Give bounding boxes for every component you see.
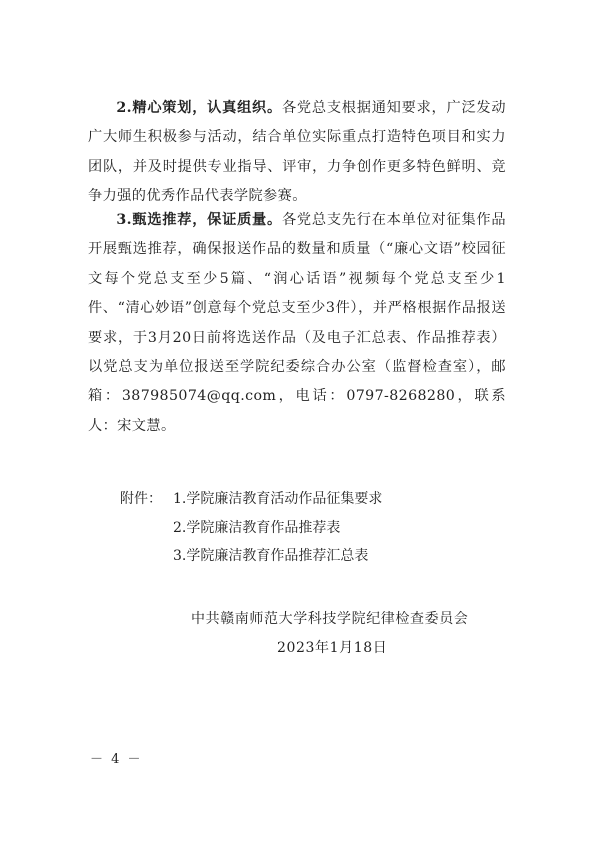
- paragraph-3-body: 各党总支先行在本单位对征集作品开展甄选推荐，确保报送作品的数量和质量（“廉心文语”校园征文每个党总支至少5篇、“润心话语”视频每个党总支至少1件、“清心妙语”创意每个党总支至少3件），并严格根据作品报送要求，于3月20日前将选送作品（及电子汇总表、作品推荐表）以党总支为单位报送至学院纪委综合办公室（监督检查室），邮箱：387985074@qq.com，电话：0797-8268280，联系人：宋文慧。: [88, 212, 506, 434]
- paragraph-2-body: 各党总支根据通知要求，广泛发动广大师生积极参与活动，结合单位实际重点打造特色项目和实力团队，并及时提供专业指导、评审，力争创作更多特色鲜明、竞争力强的优秀作品代表学院参赛。: [88, 100, 506, 205]
- page-number: － 4 －: [90, 752, 143, 767]
- paragraph-3: [88, 206, 506, 441]
- signature-date: 2023年1月18日: [277, 640, 388, 656]
- signature-organization: 中共赣南师范大学科技学院纪律检查委员会: [191, 611, 469, 627]
- paragraph-3-heading: 3.甄选推荐，保证质量。: [116, 212, 282, 228]
- paragraph-2-heading: 2.精心策划，认真组织。: [116, 100, 282, 116]
- attachment-item-3: 3.学院廉洁教育作品推荐汇总表: [173, 548, 369, 564]
- attachment-item-2: 2.学院廉洁教育作品推荐表: [173, 520, 341, 536]
- paragraph-2: [88, 94, 506, 212]
- attachment-item-1: 1.学院廉洁教育活动作品征集要求: [173, 491, 383, 507]
- attachments-label: 附件：: [120, 491, 162, 507]
